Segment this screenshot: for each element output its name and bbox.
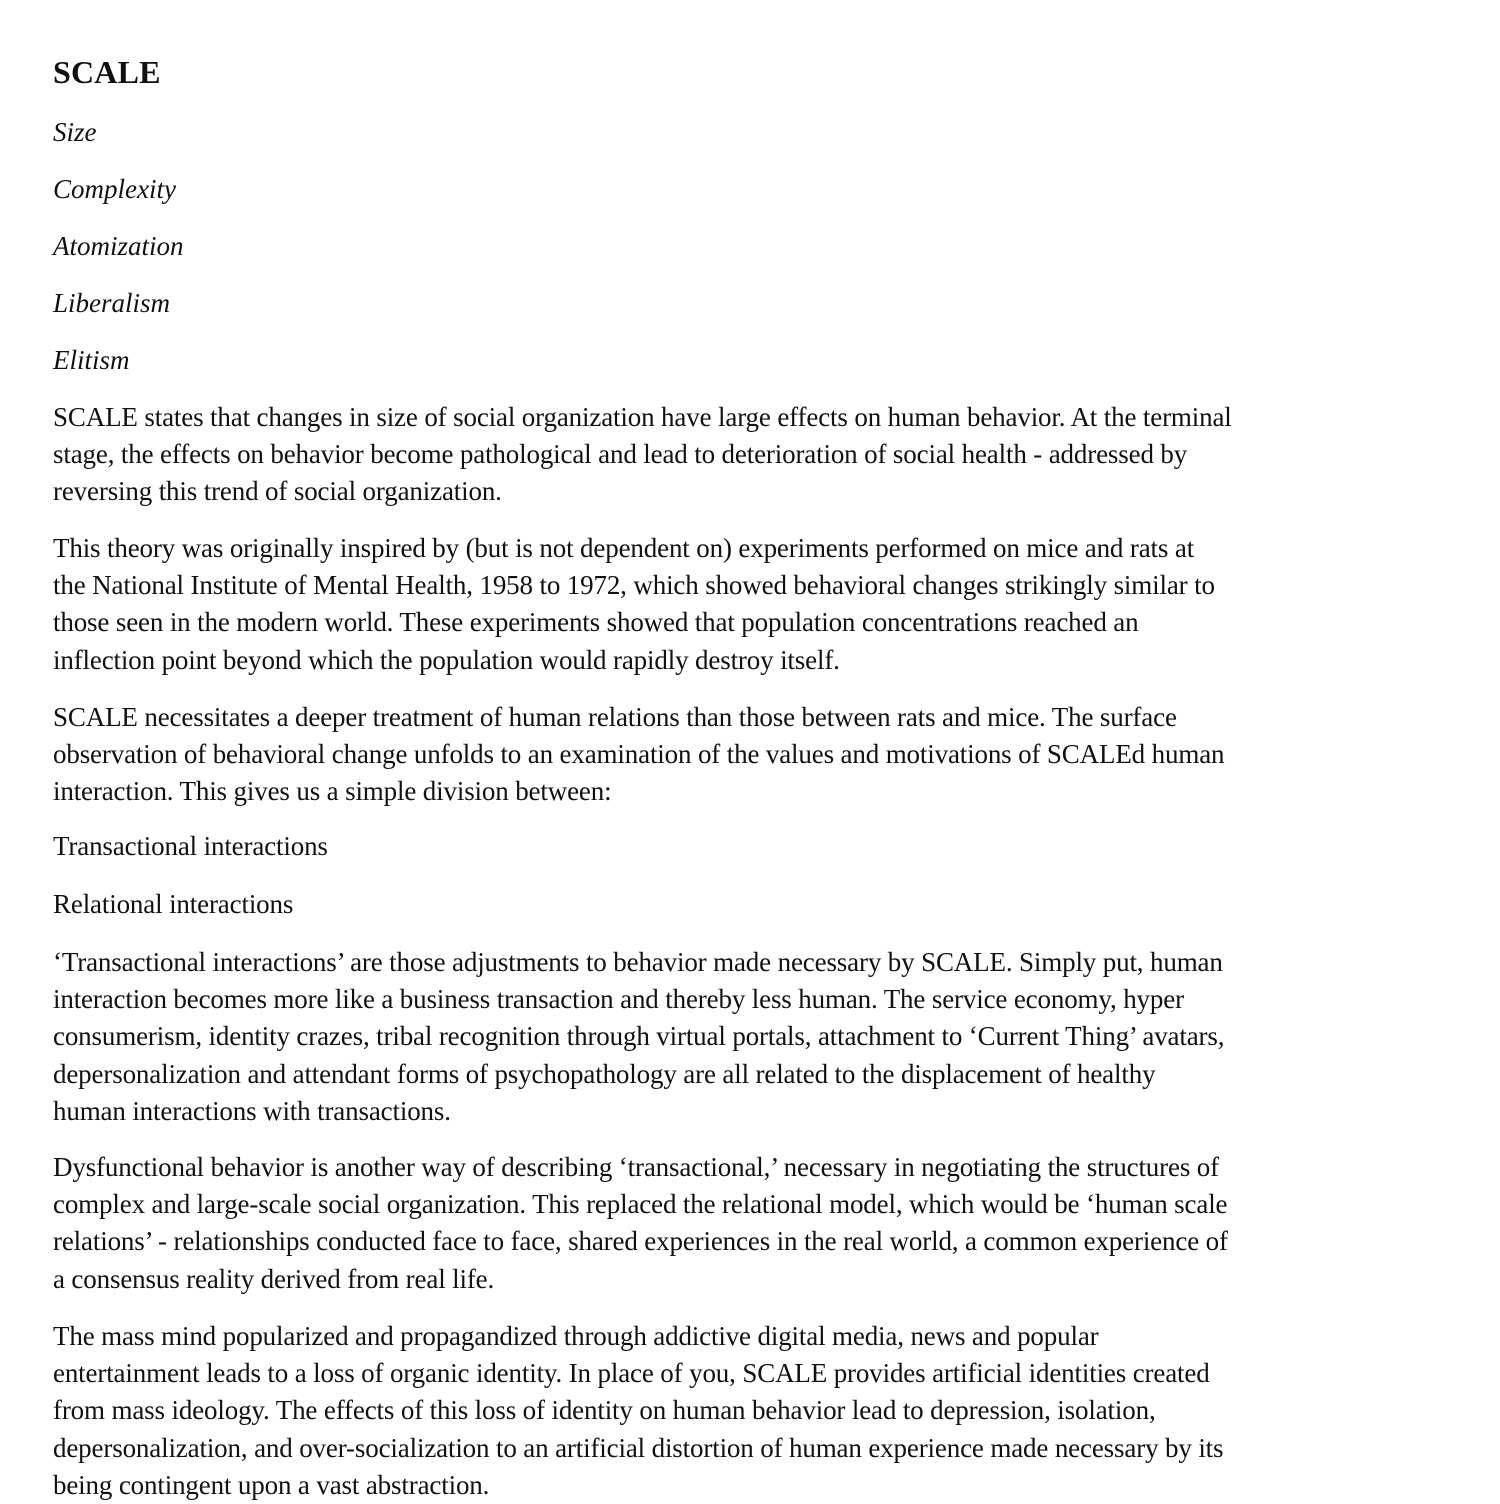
paragraph-line: entertainment leads to a loss of organic identity. In place of you, SCALE provides artificial identities created xyxy=(53,1358,1210,1389)
paragraph-line: being contingent upon a vast abstraction. xyxy=(53,1469,490,1500)
paragraph-line: depersonalization and attendant forms of psychopathology are all related to the displacement of healthy xyxy=(53,1058,1156,1089)
paragraph-scale-definition xyxy=(53,399,1453,511)
paragraph-dysfunctional-behavior xyxy=(53,1149,1453,1298)
paragraph-mass-mind xyxy=(53,1318,1453,1504)
paragraph-line: interaction becomes more like a business transaction and thereby less human. The service economy, hyper xyxy=(53,984,1184,1015)
acronym-term-size: Size xyxy=(53,117,97,147)
paragraph-line: SCALE necessitates a deeper treatment of human relations than those between rats and mice. The surface xyxy=(53,702,1177,732)
paragraph-human-relations xyxy=(53,699,1453,811)
paragraph-line: interaction. This gives us a simple division between: xyxy=(53,776,612,807)
division-item-relational: Relational interactions xyxy=(53,889,294,919)
paragraph-line: human interactions with transactions. xyxy=(53,1095,451,1126)
paragraph-line: consumerism, identity crazes, tribal recognition through virtual portals, attachment to ‘Current Thing’ avatars, xyxy=(53,1021,1225,1052)
paragraph-line: SCALE states that changes in size of social organization have large effects on human behavior. At the terminal xyxy=(53,402,1232,432)
paragraph-transactional-interactions xyxy=(53,944,1453,1130)
paragraph-line: inflection point beyond which the population would rapidly destroy itself. xyxy=(53,644,840,675)
paragraph-line: complex and large-scale social organization. This replaced the relational model, which would be ‘human scale xyxy=(53,1189,1228,1220)
acronym-term-elitism: Elitism xyxy=(53,345,130,375)
acronym-term-liberalism: Liberalism xyxy=(53,288,171,318)
paragraph-line: This theory was originally inspired by (but is not dependent on) experiments performed on mice and rats at xyxy=(53,533,1195,563)
division-item-transactional: Transactional interactions xyxy=(53,831,328,861)
paragraph-line: from mass ideology. The effects of this loss of identity on human behavior lead to depression, isolation, xyxy=(53,1395,1156,1426)
paragraph-line: observation of behavioral change unfolds to an examination of the values and motivations of SCALEd human xyxy=(53,739,1225,770)
paragraph-line: The mass mind popularized and propagandized through addictive digital media, news and popular xyxy=(53,1321,1099,1351)
paragraph-line: a consensus reality derived from real life. xyxy=(53,1263,495,1294)
paragraph-line: reversing this trend of social organization. xyxy=(53,476,502,507)
acronym-term-complexity: Complexity xyxy=(53,174,176,204)
paragraph-line: those seen in the modern world. These experiments showed that population concentrations reached an xyxy=(53,607,1139,638)
paragraph-line: ‘Transactional interactions’ are those adjustments to behavior made necessary by SCALE. Simply put, human xyxy=(53,947,1223,977)
paragraph-line: depersonalization, and over-socialization to an artificial distortion of human experience made necessary by its xyxy=(53,1432,1224,1463)
paragraph-line: Dysfunctional behavior is another way of describing ‘transactional,’ necessary in negotiating the structures of xyxy=(53,1152,1219,1182)
paragraph-line: relations’ - relationships conducted face to face, shared experiences in the real world, a common experience of xyxy=(53,1226,1228,1257)
paragraph-origin xyxy=(53,530,1453,679)
acronym-term-atomization: Atomization xyxy=(53,231,184,261)
paragraph-line: stage, the effects on behavior become pathological and lead to deterioration of social health - addressed by xyxy=(53,439,1188,470)
document-title: SCALE xyxy=(53,54,161,90)
paragraph-line: the National Institute of Mental Health, 1958 to 1972, which showed behavioral changes strikingly similar to xyxy=(53,570,1215,601)
